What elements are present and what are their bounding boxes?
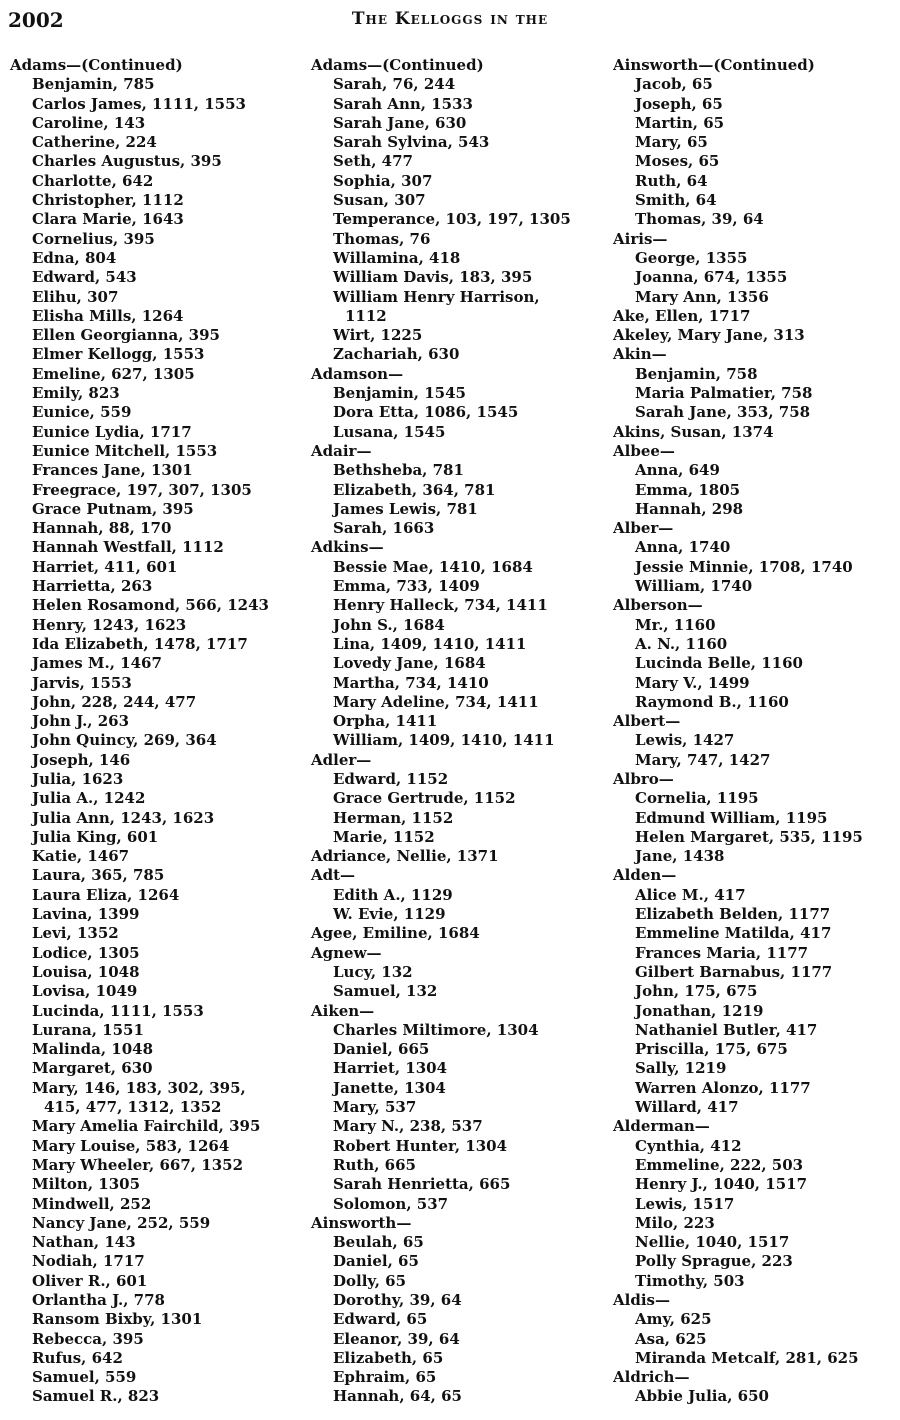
index-entry: Lucy, 132: [333, 962, 413, 981]
index-entry: Laura Eliza, 1264: [32, 885, 180, 904]
index-entry: Moses, 65: [635, 152, 720, 171]
index-heading: Agee, Emiline, 1684: [311, 924, 480, 943]
index-entry: Willard, 417: [635, 1098, 739, 1117]
index-entry: Helen Rosamond, 566, 1243: [32, 596, 269, 615]
index-entry: Gilbert Barnabus, 1177: [635, 962, 833, 981]
index-column-3: [613, 56, 898, 1407]
index-entry: Christopher, 1112: [32, 191, 184, 210]
index-entry: Eunice Mitchell, 1553: [32, 441, 218, 460]
index-entry: Elmer Kellogg, 1553: [32, 345, 205, 364]
index-entry: Amy, 625: [635, 1310, 712, 1329]
index-heading: Alden—: [613, 866, 677, 885]
index-heading: Adt—: [311, 866, 356, 885]
index-entry: Mary Amelia Fairchild, 395: [32, 1117, 261, 1136]
index-entry: Lovedy Jane, 1684: [333, 654, 486, 673]
index-entry: Sarah Jane, 353, 758: [635, 403, 811, 422]
index-entry: Orlantha J., 778: [32, 1291, 165, 1309]
index-entry: Lurana, 1551: [32, 1020, 144, 1039]
index-heading: Aiken—: [311, 1001, 375, 1020]
index-entry: Nellie, 1040, 1517: [635, 1233, 790, 1252]
index-entry: Jarvis, 1553: [32, 673, 132, 692]
index-heading: Adams—(Continued): [10, 56, 183, 74]
index-entry: Caroline, 143: [32, 113, 146, 132]
index-entry: Oliver R., 601: [32, 1271, 148, 1290]
index-entry: Orpha, 1411: [333, 712, 438, 731]
index-entry: Lusana, 1545: [333, 422, 446, 441]
index-entry: Grace Gertrude, 1152: [333, 789, 516, 808]
index-entry: Julia A., 1242: [32, 789, 146, 808]
index-entry: Eunice, 559: [32, 403, 132, 422]
index-entry: Mary, 747, 1427: [635, 750, 771, 769]
index-column-2: [311, 56, 603, 1407]
index-entry: Harriet, 411, 601: [32, 557, 178, 576]
index-entry: Anna, 649: [635, 461, 720, 480]
index-entry: Edna, 804: [32, 248, 117, 267]
index-entry: Clara Marie, 1643: [32, 210, 184, 229]
index-entry: Cynthia, 412: [635, 1136, 742, 1155]
index-heading: Adair—: [311, 441, 372, 460]
index-entry: Edward, 543: [32, 268, 137, 287]
index-entry: Abbie Julia, 650: [635, 1387, 769, 1406]
index-entry: Sally, 1219: [635, 1059, 727, 1078]
index-entry: Lavina, 1399: [32, 905, 140, 924]
index-entry: Lovisa, 1049: [32, 982, 138, 1001]
index-entry: Frances Jane, 1301: [32, 461, 193, 480]
index-heading: Aldis—: [613, 1291, 670, 1309]
index-heading: Airis—: [613, 229, 668, 248]
index-heading: Alber—: [613, 519, 674, 538]
page-header: [8, 8, 892, 36]
index-entry: Benjamin, 758: [635, 364, 758, 383]
index-entry: Joanna, 674, 1355: [635, 268, 788, 287]
index-entry: Edward, 65: [333, 1310, 428, 1329]
index-entry: Elihu, 307: [32, 287, 119, 306]
index-entry: Daniel, 65: [333, 1252, 419, 1271]
index-entry: Smith, 64: [635, 191, 717, 210]
index-entry: Alice M., 417: [635, 885, 746, 904]
index-entry: Emeline, 627, 1305: [32, 364, 195, 383]
index-entry: Willamina, 418: [333, 248, 461, 267]
index-entry: Mary Louise, 583, 1264: [32, 1136, 230, 1155]
index-entry: Margaret, 630: [32, 1059, 153, 1078]
index-entry: Henry Halleck, 734, 1411: [333, 596, 548, 615]
index-entry: Katie, 1467: [32, 847, 130, 866]
index-entry: Zachariah, 630: [333, 345, 460, 364]
index-entry: Julia King, 601: [32, 827, 159, 846]
index-entry: Beulah, 65: [333, 1233, 424, 1252]
index-entry: Hannah, 298: [635, 499, 744, 518]
index-entry: Elizabeth Belden, 1177: [635, 905, 831, 924]
index-heading: Akeley, Mary Jane, 313: [613, 326, 805, 345]
index-entry: Thomas, 39, 64: [635, 210, 764, 229]
index-entry: Levi, 1352: [32, 924, 119, 943]
index-entry: Bethsheba, 781: [333, 461, 464, 480]
index-entry: Ephraim, 65: [333, 1368, 437, 1387]
index-entry: Sarah Jane, 630: [333, 113, 467, 132]
index-entry: Sarah, 1663: [333, 519, 435, 538]
index-entry: Miranda Metcalf, 281, 625: [635, 1348, 859, 1367]
index-entry: Edmund William, 1195: [635, 808, 828, 827]
index-entry: Catherine, 224: [32, 133, 157, 152]
index-entry: James M., 1467: [32, 654, 162, 673]
index-entry: Hannah Westfall, 1112: [32, 538, 224, 557]
index-entry: Charlotte, 642: [32, 171, 154, 190]
index-entry: Susan, 307: [333, 191, 426, 210]
index-entry: Temperance, 103, 197, 1305: [333, 210, 571, 229]
index-entry: Helen Margaret, 535, 1195: [635, 827, 863, 846]
index-entry: Samuel, 132: [333, 982, 438, 1001]
index-entry: Priscilla, 175, 675: [635, 1040, 788, 1059]
index-entry: Dora Etta, 1086, 1545: [333, 403, 519, 422]
index-entry: Emma, 733, 1409: [333, 577, 480, 596]
index-entry: Rufus, 642: [32, 1348, 123, 1367]
index-entry: Emma, 1805: [635, 480, 741, 499]
index-entry: Nathaniel Butler, 417: [635, 1020, 818, 1039]
index-heading: Ake, Ellen, 1717: [613, 306, 751, 325]
index-heading: Adkins—: [311, 538, 384, 557]
index-entry: Milton, 1305: [32, 1175, 141, 1194]
index-entry: Henry J., 1040, 1517: [635, 1175, 808, 1194]
index-entry: Benjamin, 785: [32, 75, 155, 94]
index-entry: Lucinda, 1111, 1553: [32, 1001, 204, 1020]
index-entry: Joseph, 146: [32, 750, 131, 769]
index-entry-continuation: 415, 477, 1312, 1352: [44, 1098, 222, 1117]
index-entry: Samuel R., 823: [32, 1387, 160, 1406]
index-entry: Solomon, 537: [333, 1194, 449, 1213]
index-entry: Hannah, 88, 170: [32, 519, 172, 538]
index-entry: Dolly, 65: [333, 1271, 407, 1290]
index-entry: Ruth, 64: [635, 171, 708, 190]
index-heading: Adler—: [311, 750, 372, 769]
index-entry: Mary V., 1499: [635, 673, 750, 692]
index-entry: Sarah Sylvina, 543: [333, 133, 490, 152]
index-entry: Nodiah, 1717: [32, 1252, 145, 1271]
index-heading: Adams—(Continued): [311, 56, 484, 74]
index-entry: Martha, 734, 1410: [333, 673, 489, 692]
index-entry: Mary Adeline, 734, 1411: [333, 692, 539, 711]
index-entry: Timothy, 503: [635, 1271, 745, 1290]
index-entry: Mary, 146, 183, 302, 395,: [32, 1078, 246, 1097]
index-entry: A. N., 1160: [635, 634, 728, 653]
index-entry: Emmeline, 222, 503: [635, 1155, 804, 1174]
index-entry: Sarah Henrietta, 665: [333, 1175, 511, 1194]
index-entry: Mary Ann, 1356: [635, 287, 769, 306]
index-entry: Emily, 823: [32, 384, 120, 403]
index-heading: Adamson—: [311, 364, 404, 383]
index-entry: Thomas, 76: [333, 229, 431, 248]
index-entry: Julia Ann, 1243, 1623: [32, 808, 215, 827]
index-heading: Alderman—: [613, 1117, 710, 1136]
index-entry: Lewis, 1427: [635, 731, 735, 750]
index-entry: Jane, 1438: [635, 847, 725, 866]
index-entry: John S., 1684: [333, 615, 445, 634]
index-entry: Wirt, 1225: [333, 326, 423, 345]
index-heading: Albro—: [613, 769, 674, 788]
index-heading: Aldrich—: [613, 1368, 690, 1387]
index-entry: Asa, 625: [635, 1329, 707, 1348]
index-entry: Lewis, 1517: [635, 1194, 735, 1213]
index-entry: William Henry Harrison,: [333, 287, 540, 306]
running-title: The Kelloggs in the: [351, 9, 549, 29]
index-entry: John Quincy, 269, 364: [32, 731, 217, 750]
index-entry: W. Evie, 1129: [333, 905, 446, 924]
index-heading: Akins, Susan, 1374: [613, 422, 774, 441]
index-entry: Seth, 477: [333, 152, 413, 171]
index-entry: Grace Putnam, 395: [32, 499, 194, 518]
index-entry: William, 1409, 1410, 1411: [333, 731, 555, 750]
index-entry: Jonathan, 1219: [635, 1001, 764, 1020]
index-heading: Albee—: [613, 441, 675, 460]
page-number: 2002: [8, 8, 64, 32]
index-entry: Emmeline Matilda, 417: [635, 924, 832, 943]
index-entry: Harriet, 1304: [333, 1059, 448, 1078]
index-entry: Sarah Ann, 1533: [333, 94, 473, 113]
index-entry: Marie, 1152: [333, 827, 435, 846]
index-entry: Eleanor, 39, 64: [333, 1329, 460, 1348]
index-entry: Herman, 1152: [333, 808, 454, 827]
index-entry: Jacob, 65: [635, 75, 713, 94]
index-entry: Hannah, 64, 65: [333, 1387, 462, 1406]
index-entry: Ransom Bixby, 1301: [32, 1310, 203, 1329]
index-entry: Nathan, 143: [32, 1233, 136, 1252]
index-entry: Mary, 65: [635, 133, 708, 152]
index-entry: Sophia, 307: [333, 171, 433, 190]
index-entry: Rebecca, 395: [32, 1329, 144, 1348]
index-entry: Edith A., 1129: [333, 885, 453, 904]
index-heading: Ainsworth—: [311, 1213, 412, 1232]
index-heading: Albert—: [613, 712, 681, 731]
index-entry: Lucinda Belle, 1160: [635, 654, 803, 673]
index-entry: Lodice, 1305: [32, 943, 140, 962]
index-entry: William Davis, 183, 395: [333, 268, 533, 287]
index-entry: Bessie Mae, 1410, 1684: [333, 557, 533, 576]
index-entry: Ruth, 665: [333, 1155, 416, 1174]
index-entry: Louisa, 1048: [32, 962, 140, 981]
index-heading: Akin—: [613, 345, 667, 364]
index-entry: Polly Sprague, 223: [635, 1252, 793, 1271]
index-entry: Milo, 223: [635, 1213, 715, 1232]
index-entry: Eunice Lydia, 1717: [32, 422, 192, 441]
index-entry: Henry, 1243, 1623: [32, 615, 187, 634]
index-heading: Ainsworth—(Continued): [613, 56, 815, 74]
index-entry: Edward, 1152: [333, 769, 449, 788]
index-entry: Robert Hunter, 1304: [333, 1136, 508, 1155]
index-entry: Lina, 1409, 1410, 1411: [333, 634, 527, 653]
index-column-1: [10, 56, 300, 1407]
index-entry: Daniel, 665: [333, 1040, 430, 1059]
index-entry: William, 1740: [635, 577, 753, 596]
index-entry: Charles Miltimore, 1304: [333, 1020, 539, 1039]
index-entry: Frances Maria, 1177: [635, 943, 809, 962]
index-entry: Mary, 537: [333, 1098, 417, 1117]
index-entry: Mary N., 238, 537: [333, 1117, 483, 1136]
index-entry: Ida Elizabeth, 1478, 1717: [32, 634, 248, 653]
index-entry: Warren Alonzo, 1177: [635, 1078, 811, 1097]
index-entry: Mary Wheeler, 667, 1352: [32, 1155, 244, 1174]
index-entry: Anna, 1740: [635, 538, 731, 557]
index-entry: Martin, 65: [635, 113, 725, 132]
index-entry: John, 228, 244, 477: [32, 692, 197, 711]
index-entry: Raymond B., 1160: [635, 692, 789, 711]
index-entry: Elizabeth, 364, 781: [333, 480, 496, 499]
index-entry: Janette, 1304: [333, 1078, 446, 1097]
index-entry: Samuel, 559: [32, 1368, 137, 1387]
index-entry-continuation: 1112: [345, 306, 387, 325]
index-entry: James Lewis, 781: [333, 499, 478, 518]
index-entry: Charles Augustus, 395: [32, 152, 222, 171]
index-heading: Adriance, Nellie, 1371: [311, 847, 499, 866]
index-entry: Elisha Mills, 1264: [32, 306, 184, 325]
index-entry: Mindwell, 252: [32, 1194, 152, 1213]
index-entry: Ellen Georgianna, 395: [32, 326, 220, 345]
index-entry: Mr., 1160: [635, 615, 716, 634]
index-entry: Malinda, 1048: [32, 1040, 154, 1059]
index-entry: George, 1355: [635, 248, 748, 267]
index-entry: Nancy Jane, 252, 559: [32, 1213, 211, 1232]
index-entry: John, 175, 675: [635, 982, 758, 1001]
index-heading: Agnew—: [311, 943, 382, 962]
index-entry: Jessie Minnie, 1708, 1740: [635, 557, 853, 576]
index-entry: Julia, 1623: [32, 769, 124, 788]
index-entry: John J., 263: [32, 712, 130, 731]
index-entry: Cornelius, 395: [32, 229, 155, 248]
index-entry: Carlos James, 1111, 1553: [32, 94, 246, 113]
index-heading: Alberson—: [613, 596, 703, 615]
index-entry: Elizabeth, 65: [333, 1348, 444, 1367]
index-entry: Joseph, 65: [635, 94, 723, 113]
index-entry: Cornelia, 1195: [635, 789, 759, 808]
index-entry: Maria Palmatier, 758: [635, 384, 813, 403]
index-entry: Sarah, 76, 244: [333, 75, 456, 94]
index-entry: Laura, 365, 785: [32, 866, 165, 885]
index-entry: Harrietta, 263: [32, 577, 153, 596]
index-entry: Benjamin, 1545: [333, 384, 466, 403]
index-entry: Dorothy, 39, 64: [333, 1291, 462, 1309]
index-entry: Freegrace, 197, 307, 1305: [32, 480, 252, 499]
